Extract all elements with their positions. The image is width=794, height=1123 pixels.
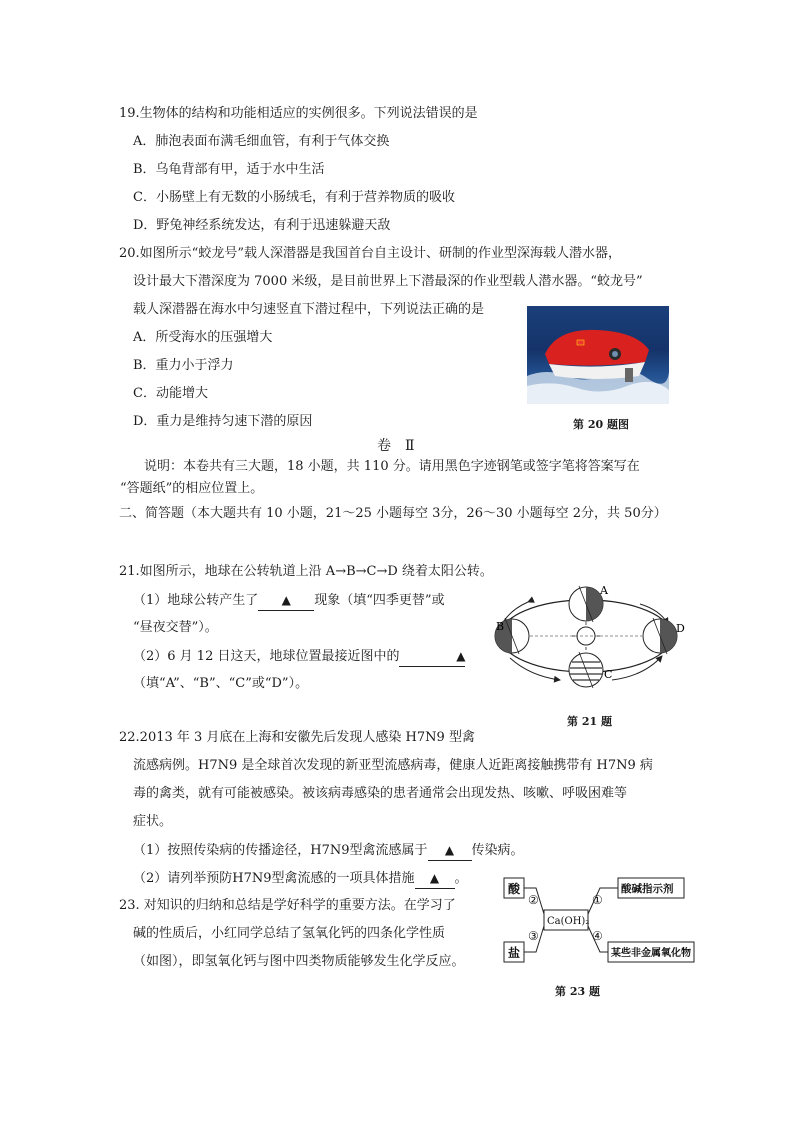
label-4: ④ (592, 929, 603, 943)
jiaolong-submersible-photo (527, 306, 669, 404)
q22-line-2: 流感病例。H7N9 是全球首次发现的新亚型流感病毒，健康人近距离接触携带有 H7N9 病 (133, 758, 653, 773)
q20-stem-line-3: 载人深潜器在海水中匀速竖直下潜过程中，下列说法正确的是 (133, 302, 485, 317)
section-title: 二、简答题（本大题共有 10 小题，21～25 小题每空 3分，26～30 小题每空 2分，共 50分） (119, 506, 667, 521)
orbit-label-b: B (496, 620, 505, 633)
node-nonmetal-oxide: 某些非金属氧化物 (611, 948, 691, 959)
q19-option-b: B．乌龟背部有甲，适于水中生活 (133, 162, 325, 177)
q19-option-a: A．肺泡表面布满毛细血管，有利于气体交换 (133, 134, 390, 149)
q20-figure-caption: 第 20 题图 (573, 418, 629, 431)
q22-blank-2: ▲ (415, 869, 455, 889)
earth-orbit-diagram (490, 580, 700, 710)
q21-blank-2: ▲ (399, 647, 465, 667)
q19-stem: 19.生物体的结构和功能相适应的实例很多。下列说法错误的是 (119, 106, 478, 121)
q21-stem: 21.如图所示，地球在公转轨道上沿 A→B→C→D 绕着太阳公转。 (119, 564, 493, 579)
q20-option-c: C．动能增大 (133, 386, 208, 401)
node-salt: 盐 (508, 946, 521, 960)
node-acid: 酸 (508, 882, 521, 896)
orbit-label-d: D (676, 622, 685, 635)
part2-note-line-1: 说明：本卷共有三大题，18 小题，共 110 分。请用黑色字迹钢笔或签字笔将答案写在 (144, 459, 640, 474)
q21-part-2-cont: （填“A”、“B”、“C”或“D”）。 (133, 676, 309, 691)
label-3: ③ (528, 929, 539, 943)
q22-part-2: （2）请列举预防H7N9型禽流感的一项具体措施 ▲ 。 (133, 869, 468, 889)
q20-option-b: B．重力小于浮力 (133, 358, 234, 373)
q22-part-1: （1）按照传染病的传播途径，H7N9型禽流感属于 ▲ 传染病。 (133, 841, 524, 861)
q20-option-a: A．所受海水的压强增大 (133, 330, 273, 345)
q22-line-4: 症状。 (133, 814, 173, 829)
node-center: Ca(OH)₂ (547, 916, 590, 927)
q21-blank-1: ▲ (258, 591, 314, 611)
part2-title: 卷 Ⅱ (377, 438, 415, 454)
q23-line-1: 23. 对知识的归纳和总结是学好科学的重要方法。在学习了 (119, 898, 456, 913)
q21-figure-caption: 第 21 题 (567, 715, 612, 728)
q21-part-2: （2）6 月 12 日这天，地球位置最接近图中的 ▲ (133, 647, 465, 667)
label-1: ① (592, 893, 603, 907)
q23-line-3: （如图），即氢氧化钙与图中四类物质能够发生化学反应。 (133, 954, 465, 969)
q19-option-d: D．野兔神经系统发达，有利于迅速躲避天敌 (133, 218, 391, 233)
q19-option-c: C．小肠壁上有无数的小肠绒毛，有利于营养物质的吸收 (133, 190, 455, 205)
orbit-label-a: A (600, 584, 608, 597)
calcium-hydroxide-diagram (500, 874, 696, 970)
q20-option-d: D．重力是维持匀速下潜的原因 (133, 414, 313, 429)
q21-part-1: （1）地球公转产生了 ▲ 现象（填“四季更替”或 (133, 591, 445, 611)
orbit-label-c: C (604, 668, 613, 681)
q22-line-3: 毒的禽类，就有可能被感染。被该病毒感染的患者通常会出现发热、咳嗽、呼吸困难等 (133, 786, 628, 801)
q22-blank-1: ▲ (428, 841, 472, 861)
q23-figure-caption: 第 23 题 (555, 985, 600, 998)
q21-part-1-cont: “昼夜交替”）。 (133, 620, 218, 635)
part2-note-line-2: “答题纸”的相应位置上。 (120, 481, 264, 496)
q20-stem-line-1: 20.如图所示“蛟龙号”载人深潜器是我国首台自主设计、研制的作业型深海载人潜水器， (119, 246, 621, 261)
q23-line-2: 碱的性质后，小红同学总结了氢氧化钙的四条化学性质 (133, 926, 446, 941)
node-indicator: 酸碱指示剂 (621, 883, 674, 895)
q20-stem-line-2: 设计最大下潜深度为 7000 米级，是目前世界上下潜最深的作业型载人潜水器。“蛟龙号” (133, 274, 643, 289)
q22-line-1: 22.2013 年 3 月底在上海和安徽先后发现人感染 H7N9 型禽 (119, 730, 475, 745)
label-2: ② (528, 893, 539, 907)
